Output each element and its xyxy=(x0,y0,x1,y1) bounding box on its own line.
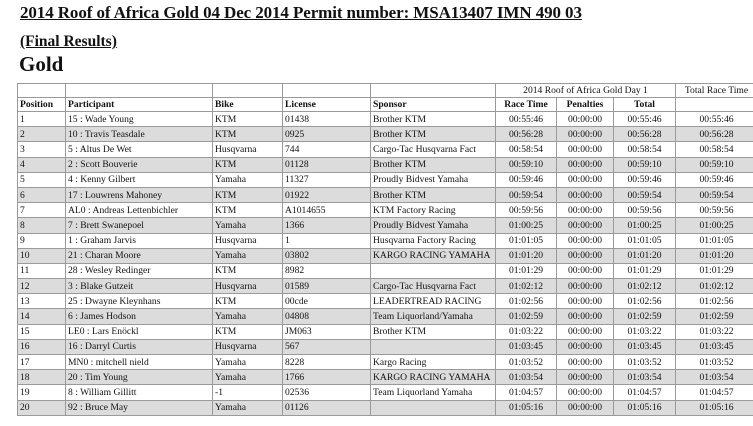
cell-total: 01:02:59 xyxy=(614,309,676,324)
cell-license: 567 xyxy=(283,339,371,354)
cell-license: 03802 xyxy=(283,248,371,263)
cell-sponsor: Proudly Bidvest Yamaha xyxy=(371,172,496,187)
cell-position: 18 xyxy=(18,370,66,385)
cell-position: 16 xyxy=(18,339,66,354)
cell-total: 00:55:46 xyxy=(614,112,676,127)
cell-race-time: 00:58:54 xyxy=(496,142,557,157)
cell-penalties: 00:00:00 xyxy=(557,157,614,172)
cell-penalties: 00:00:00 xyxy=(557,263,614,278)
cell-race-time: 00:55:46 xyxy=(496,112,557,127)
cell-total: 01:01:29 xyxy=(614,263,676,278)
cell-race-time: 01:02:59 xyxy=(496,309,557,324)
results-table xyxy=(17,83,753,416)
cell-bike: Husqvarna xyxy=(213,279,283,294)
cell-total-race-time: 00:59:10 xyxy=(676,157,753,172)
cell-sponsor xyxy=(371,339,496,354)
cell-participant: 7 : Brett Swanepoel xyxy=(66,218,213,233)
cell-total-race-time: 01:01:29 xyxy=(676,263,753,278)
cell-penalties: 00:00:00 xyxy=(557,324,614,339)
cell-total: 01:03:22 xyxy=(614,324,676,339)
cell-bike: KTM xyxy=(213,157,283,172)
cell-total-race-time: 01:03:22 xyxy=(676,324,753,339)
cell-position: 12 xyxy=(18,279,66,294)
cell-sponsor: Brother KTM xyxy=(371,324,496,339)
cell-race-time: 01:02:56 xyxy=(496,294,557,309)
cell-penalties: 00:00:00 xyxy=(557,370,614,385)
col-header-total: Total xyxy=(614,98,676,112)
cell-race-time: 01:02:12 xyxy=(496,279,557,294)
cell-race-time: 00:59:56 xyxy=(496,203,557,218)
cell-penalties: 00:00:00 xyxy=(557,233,614,248)
cell-sponsor: Brother KTM xyxy=(371,127,496,142)
cell-total-race-time: 01:01:05 xyxy=(676,233,753,248)
cell-bike: KTM xyxy=(213,324,283,339)
table-row xyxy=(18,127,753,142)
cell-license: 11327 xyxy=(283,172,371,187)
cell-sponsor: Team Liquorland Yamaha xyxy=(371,385,496,400)
cell-race-time: 01:01:29 xyxy=(496,263,557,278)
cell-race-time: 00:56:28 xyxy=(496,127,557,142)
cell-race-time: 01:05:16 xyxy=(496,400,557,415)
cell-position: 8 xyxy=(18,218,66,233)
cell-total: 00:59:46 xyxy=(614,172,676,187)
cell-total-race-time: 01:01:20 xyxy=(676,248,753,263)
cell-total: 01:03:45 xyxy=(614,339,676,354)
cell-total-race-time: 01:05:16 xyxy=(676,400,753,415)
results-body xyxy=(18,112,753,416)
cell-total: 01:04:57 xyxy=(614,385,676,400)
table-row xyxy=(18,400,753,415)
cell-penalties: 00:00:00 xyxy=(557,385,614,400)
cell-total: 00:59:56 xyxy=(614,203,676,218)
cell-race-time: 00:59:46 xyxy=(496,172,557,187)
cell-total-race-time: 01:03:52 xyxy=(676,355,753,370)
cell-sponsor xyxy=(371,400,496,415)
cell-license: 01438 xyxy=(283,112,371,127)
cell-penalties: 00:00:00 xyxy=(557,203,614,218)
cell-participant: 10 : Travis Teasdale xyxy=(66,127,213,142)
cell-bike: Yamaha xyxy=(213,309,283,324)
table-row xyxy=(18,233,753,248)
cell-position: 14 xyxy=(18,309,66,324)
cell-participant: 21 : Charan Moore xyxy=(66,248,213,263)
cell-participant: 5 : Altus De Wet xyxy=(66,142,213,157)
table-row xyxy=(18,218,753,233)
total-race-time-header: Total Race Time xyxy=(676,84,753,98)
group-header-row xyxy=(18,84,753,98)
table-row xyxy=(18,142,753,157)
day1-group-header: 2014 Roof of Africa Gold Day 1 xyxy=(496,84,676,98)
cell-sponsor: Brother KTM xyxy=(371,112,496,127)
cell-total-race-time: 01:00:25 xyxy=(676,218,753,233)
cell-participant: 17 : Louwrens Mahoney xyxy=(66,187,213,202)
cell-total: 00:59:54 xyxy=(614,187,676,202)
results-subtitle: (Final Results) xyxy=(20,33,117,50)
cell-participant: 6 : James Hodson xyxy=(66,309,213,324)
cell-position: 13 xyxy=(18,294,66,309)
cell-penalties: 00:00:00 xyxy=(557,172,614,187)
cell-race-time: 01:03:52 xyxy=(496,355,557,370)
cell-license: 0925 xyxy=(283,127,371,142)
cell-sponsor xyxy=(371,263,496,278)
cell-sponsor: KTM Factory Racing xyxy=(371,203,496,218)
cell-license: JM063 xyxy=(283,324,371,339)
cell-race-time: 00:59:54 xyxy=(496,187,557,202)
cell-license: 1 xyxy=(283,233,371,248)
cell-bike: -1 xyxy=(213,385,283,400)
col-header-position: Position xyxy=(18,98,66,112)
table-row xyxy=(18,309,753,324)
cell-total-race-time: 01:02:12 xyxy=(676,279,753,294)
cell-race-time: 01:01:20 xyxy=(496,248,557,263)
cell-penalties: 00:00:00 xyxy=(557,355,614,370)
cell-position: 1 xyxy=(18,112,66,127)
cell-sponsor: Brother KTM xyxy=(371,187,496,202)
cell-position: 15 xyxy=(18,324,66,339)
cell-total-race-time: 00:59:56 xyxy=(676,203,753,218)
cell-license: 01589 xyxy=(283,279,371,294)
cell-license: 00cde xyxy=(283,294,371,309)
cell-total-race-time: 01:02:59 xyxy=(676,309,753,324)
cell-license: 04808 xyxy=(283,309,371,324)
cell-race-time: 01:03:45 xyxy=(496,339,557,354)
cell-bike: Yamaha xyxy=(213,400,283,415)
cell-sponsor: Kargo Racing xyxy=(371,355,496,370)
cell-total: 01:03:54 xyxy=(614,370,676,385)
cell-sponsor: Proudly Bidvest Yamaha xyxy=(371,218,496,233)
table-row xyxy=(18,339,753,354)
table-row xyxy=(18,385,753,400)
cell-total-race-time: 00:56:28 xyxy=(676,127,753,142)
cell-participant: 16 : Darryl Curtis xyxy=(66,339,213,354)
cell-position: 5 xyxy=(18,172,66,187)
cell-sponsor: KARGO RACING YAMAHA xyxy=(371,248,496,263)
cell-participant: 8 : William Gillitt xyxy=(66,385,213,400)
cell-participant: AL0 : Andreas Lettenbichler xyxy=(66,203,213,218)
cell-race-time: 01:03:54 xyxy=(496,370,557,385)
table-row xyxy=(18,112,753,127)
cell-license: 8982 xyxy=(283,263,371,278)
col-header-license: License xyxy=(283,98,371,112)
cell-penalties: 00:00:00 xyxy=(557,294,614,309)
col-header-race-time: Race Time xyxy=(496,98,557,112)
cell-penalties: 00:00:00 xyxy=(557,339,614,354)
cell-participant: 1 : Graham Jarvis xyxy=(66,233,213,248)
cell-total-race-time: 00:58:54 xyxy=(676,142,753,157)
cell-license: 8228 xyxy=(283,355,371,370)
cell-participant: 20 : Tim Young xyxy=(66,370,213,385)
table-row xyxy=(18,187,753,202)
cell-bike: Yamaha xyxy=(213,370,283,385)
page-title: 2014 Roof of Africa Gold 04 Dec 2014 Permit number: MSA13407 IMN 490 03 xyxy=(20,3,582,22)
cell-total: 00:58:54 xyxy=(614,142,676,157)
cell-participant: 3 : Blake Gutzeit xyxy=(66,279,213,294)
cell-sponsor: Cargo-Tac Husqvarna Fact xyxy=(371,142,496,157)
cell-license: 1366 xyxy=(283,218,371,233)
cell-penalties: 00:00:00 xyxy=(557,309,614,324)
table-row xyxy=(18,355,753,370)
table-row xyxy=(18,172,753,187)
cell-position: 4 xyxy=(18,157,66,172)
column-header-row xyxy=(18,98,753,112)
cell-sponsor: Brother KTM xyxy=(371,157,496,172)
cell-license: 01126 xyxy=(283,400,371,415)
cell-total: 00:59:10 xyxy=(614,157,676,172)
cell-sponsor: LEADERTREAD RACING xyxy=(371,294,496,309)
col-header-bike: Bike xyxy=(213,98,283,112)
cell-total: 01:03:52 xyxy=(614,355,676,370)
cell-participant: 2 : Scott Bouverie xyxy=(66,157,213,172)
cell-total: 00:56:28 xyxy=(614,127,676,142)
cell-position: 3 xyxy=(18,142,66,157)
cell-total: 01:05:16 xyxy=(614,400,676,415)
cell-race-time: 01:03:22 xyxy=(496,324,557,339)
cell-penalties: 00:00:00 xyxy=(557,218,614,233)
cell-sponsor: Team Liquorland/Yamaha xyxy=(371,309,496,324)
table-row xyxy=(18,248,753,263)
cell-bike: Yamaha xyxy=(213,355,283,370)
cell-license: 01922 xyxy=(283,187,371,202)
cell-total: 01:01:05 xyxy=(614,233,676,248)
cell-participant: 92 : Bruce May xyxy=(66,400,213,415)
cell-license: 02536 xyxy=(283,385,371,400)
cell-bike: KTM xyxy=(213,127,283,142)
table-row xyxy=(18,203,753,218)
cell-bike: KTM xyxy=(213,203,283,218)
cell-race-time: 01:00:25 xyxy=(496,218,557,233)
cell-position: 10 xyxy=(18,248,66,263)
col-header-penalties: Penalties xyxy=(557,98,614,112)
table-row xyxy=(18,294,753,309)
cell-position: 2 xyxy=(18,127,66,142)
cell-license: 01128 xyxy=(283,157,371,172)
cell-total-race-time: 01:02:56 xyxy=(676,294,753,309)
cell-bike: KTM xyxy=(213,263,283,278)
cell-bike: KTM xyxy=(213,294,283,309)
cell-participant: 15 : Wade Young xyxy=(66,112,213,127)
cell-sponsor: Husqvarna Factory Racing xyxy=(371,233,496,248)
cell-participant: 25 : Dwayne Kleynhans xyxy=(66,294,213,309)
cell-total: 01:00:25 xyxy=(614,218,676,233)
cell-total-race-time: 00:59:46 xyxy=(676,172,753,187)
col-header-sponsor: Sponsor xyxy=(371,98,496,112)
cell-total-race-time: 00:59:54 xyxy=(676,187,753,202)
cell-bike: KTM xyxy=(213,112,283,127)
cell-participant: MN0 : mitchell nield xyxy=(66,355,213,370)
cell-total: 01:02:56 xyxy=(614,294,676,309)
cell-race-time: 01:01:05 xyxy=(496,233,557,248)
cell-bike: Yamaha xyxy=(213,248,283,263)
table-row xyxy=(18,370,753,385)
cell-total-race-time: 01:03:45 xyxy=(676,339,753,354)
cell-total: 01:01:20 xyxy=(614,248,676,263)
cell-position: 7 xyxy=(18,203,66,218)
cell-penalties: 00:00:00 xyxy=(557,400,614,415)
cell-license: 1766 xyxy=(283,370,371,385)
cell-race-time: 00:59:10 xyxy=(496,157,557,172)
category-heading: Gold xyxy=(19,52,64,76)
cell-total: 01:02:12 xyxy=(614,279,676,294)
col-header-participant: Participant xyxy=(66,98,213,112)
cell-participant: 4 : Kenny Gilbert xyxy=(66,172,213,187)
cell-race-time: 01:04:57 xyxy=(496,385,557,400)
cell-participant: LE0 : Lars Enöckl xyxy=(66,324,213,339)
cell-license: A1014655 xyxy=(283,203,371,218)
cell-position: 6 xyxy=(18,187,66,202)
cell-sponsor: KARGO RACING YAMAHA xyxy=(371,370,496,385)
cell-sponsor: Cargo-Tac Husqvarna Fact xyxy=(371,279,496,294)
cell-position: 20 xyxy=(18,400,66,415)
cell-penalties: 00:00:00 xyxy=(557,187,614,202)
cell-penalties: 00:00:00 xyxy=(557,279,614,294)
table-row xyxy=(18,263,753,278)
cell-participant: 28 : Wesley Redinger xyxy=(66,263,213,278)
table-row xyxy=(18,324,753,339)
cell-position: 11 xyxy=(18,263,66,278)
cell-penalties: 00:00:00 xyxy=(557,248,614,263)
cell-position: 17 xyxy=(18,355,66,370)
cell-total-race-time: 01:04:57 xyxy=(676,385,753,400)
cell-total-race-time: 00:55:46 xyxy=(676,112,753,127)
cell-total-race-time: 01:03:54 xyxy=(676,370,753,385)
cell-penalties: 00:00:00 xyxy=(557,142,614,157)
cell-bike: Yamaha xyxy=(213,218,283,233)
cell-bike: Husqvarna xyxy=(213,142,283,157)
cell-license: 744 xyxy=(283,142,371,157)
cell-bike: Husqvarna xyxy=(213,233,283,248)
cell-position: 19 xyxy=(18,385,66,400)
cell-penalties: 00:00:00 xyxy=(557,112,614,127)
col-header-total-race xyxy=(676,98,753,112)
cell-bike: Yamaha xyxy=(213,172,283,187)
cell-bike: KTM xyxy=(213,187,283,202)
table-row xyxy=(18,157,753,172)
cell-bike: Husqvarna xyxy=(213,339,283,354)
table-row xyxy=(18,279,753,294)
cell-position: 9 xyxy=(18,233,66,248)
cell-penalties: 00:00:00 xyxy=(557,127,614,142)
